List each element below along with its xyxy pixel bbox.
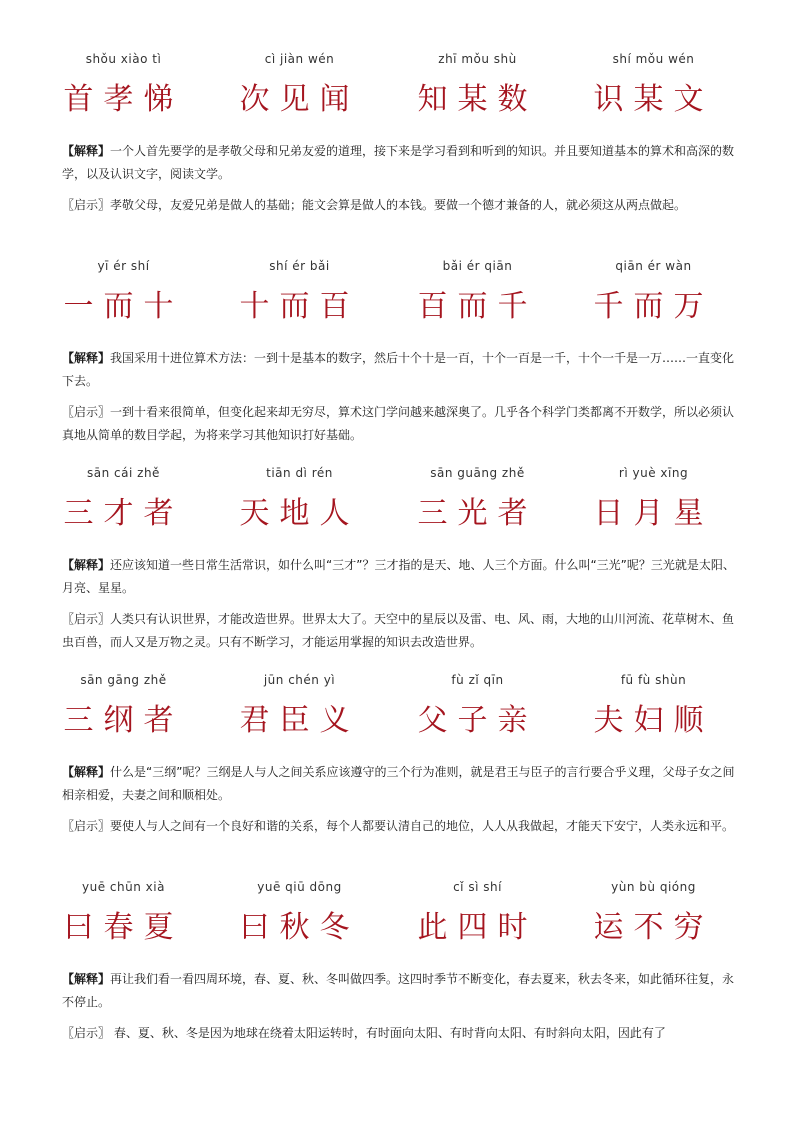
phrase-row bbox=[0, 259, 793, 359]
explanation-tag: 【解释】 bbox=[62, 558, 111, 572]
insight-text: 人类只有认识世界，才能改造世界。世界太大了。天空中的星辰以及雷、电、风、雨，大地的山川河流、花草树木、鱼虫百兽，而人又是万物之灵。只有不断学习，才能运用掌握的知识去改造世界。 bbox=[62, 612, 735, 649]
pinyin: shí ér bǎi bbox=[269, 259, 330, 273]
pinyin: yùn bù qióng bbox=[611, 880, 696, 894]
explanation-tag: 【解释】 bbox=[62, 972, 111, 986]
pinyin: shǒu xiào tì bbox=[85, 52, 162, 66]
hanzi: 次见闻 bbox=[239, 82, 360, 117]
explanation-tag: 【解释】 bbox=[62, 765, 111, 779]
explanation bbox=[62, 140, 742, 186]
pinyin: yuē chūn xià bbox=[82, 880, 165, 894]
pinyin: yī ér shí bbox=[97, 259, 150, 273]
pinyin: sān gāng zhě bbox=[80, 673, 167, 687]
explanation-text: 我国采用十进位算术方法：一到十是基本的数字，然后十个十是一百，十个一百是一千，十个一千是一万……一直变化下去。 bbox=[62, 351, 735, 388]
explanation-text: 还应该知道一些日常生活常识，如什么叫“三才”？三才指的是天、地、人三个方面。什么叫“三光”呢？三光就是太阳、月亮、星星。 bbox=[62, 558, 735, 595]
hanzi: 千而万 bbox=[593, 289, 714, 324]
hanzi: 父子亲 bbox=[417, 703, 538, 738]
pinyin: qiān ér wàn bbox=[615, 259, 692, 273]
hanzi: 此四时 bbox=[417, 910, 538, 945]
insight bbox=[62, 401, 742, 447]
pinyin: rì yuè xīng bbox=[618, 466, 689, 480]
hanzi: 三纲者 bbox=[63, 703, 184, 738]
verse-section bbox=[0, 259, 793, 442]
phrase-row bbox=[0, 52, 793, 152]
verse-section bbox=[0, 880, 793, 1040]
insight-text: 春、夏、秋、冬是因为地球在绕着太阳运转时，有时面向太阳、有时背向太阳、有时斜向太阳，因此有了 bbox=[110, 1026, 666, 1040]
pinyin: zhī mǒu shù bbox=[438, 52, 517, 66]
hanzi: 一而十 bbox=[63, 289, 184, 324]
explanation-tag: 【解释】 bbox=[62, 144, 111, 158]
hanzi: 首孝悌 bbox=[63, 82, 184, 117]
verse-section bbox=[0, 52, 793, 212]
hanzi: 日月星 bbox=[593, 496, 714, 531]
hanzi: 曰春夏 bbox=[63, 910, 184, 945]
insight-tag: 〖启示〗 bbox=[62, 1026, 111, 1040]
explanation-text: 再让我们看一看四周环境，春、夏、秋、冬叫做四季。这四时季节不断变化，春去夏来，秋去冬来，如此循环往复，永不停止。 bbox=[62, 972, 735, 1009]
pinyin: fù zǐ qīn bbox=[451, 673, 504, 687]
verse-section bbox=[0, 673, 793, 833]
insight-text: 一到十看来很简单，但变化起来却无穷尽，算术这门学问越来越深奥了。几乎各个科学门类都离不开数学，所以必须认真地从简单的数目学起，为将来学习其他知识打好基础。 bbox=[62, 405, 735, 442]
insight bbox=[62, 1022, 742, 1045]
insight-tag: 〖启示〗 bbox=[62, 405, 111, 419]
explanation bbox=[62, 968, 742, 1014]
phrase-row bbox=[0, 466, 793, 566]
insight-tag: 〖启示〗 bbox=[62, 198, 111, 212]
insight bbox=[62, 194, 742, 217]
insight-text: 孝敬父母，友爱兄弟是做人的基础；能文会算是做人的本钱。要做一个德才兼备的人，就必须这从两点做起。 bbox=[110, 198, 687, 212]
pinyin: shí mǒu wén bbox=[612, 52, 695, 66]
hanzi: 夫妇顺 bbox=[593, 703, 714, 738]
insight-tag: 〖启示〗 bbox=[62, 819, 111, 833]
insight-text: 要使人与人之间有一个良好和谐的关系，每个人都要认清自己的地位，人人从我做起，才能天下安宁，人类永远和平。 bbox=[110, 819, 735, 833]
hanzi: 运不穷 bbox=[593, 910, 714, 945]
explanation bbox=[62, 761, 742, 807]
hanzi: 识某文 bbox=[593, 82, 714, 117]
phrase-row bbox=[0, 673, 793, 773]
hanzi: 君臣义 bbox=[239, 703, 360, 738]
pinyin: sān guāng zhě bbox=[430, 466, 525, 480]
explanation-text: 一个人首先要学的是孝敬父母和兄弟友爱的道理，接下来是学习看到和听到的知识。并且要知道基本的算术和高深的数学，以及认识文字，阅读文学。 bbox=[62, 144, 735, 181]
explanation-text: 什么是“三纲”呢？三纲是人与人之间关系应该遵守的三个行为准则，就是君王与臣子的言行要合乎义理，父母子女之间相亲相爱，夫妻之间和顺相处。 bbox=[62, 765, 735, 802]
pinyin: fū fù shùn bbox=[620, 673, 687, 687]
pinyin: cì jiàn wén bbox=[264, 52, 335, 66]
insight-tag: 〖启示〗 bbox=[62, 612, 111, 626]
pinyin: jūn chén yì bbox=[263, 673, 336, 687]
hanzi: 三才者 bbox=[63, 496, 184, 531]
verse-section bbox=[0, 466, 793, 649]
hanzi: 十而百 bbox=[239, 289, 360, 324]
pinyin: bǎi ér qiān bbox=[442, 259, 513, 273]
explanation-tag: 【解释】 bbox=[62, 351, 111, 365]
hanzi: 天地人 bbox=[239, 496, 360, 531]
insight bbox=[62, 815, 742, 838]
hanzi: 三光者 bbox=[417, 496, 538, 531]
hanzi: 百而千 bbox=[417, 289, 538, 324]
explanation bbox=[62, 554, 742, 600]
hanzi: 曰秋冬 bbox=[239, 910, 360, 945]
pinyin: sān cái zhě bbox=[87, 466, 160, 480]
phrase-row bbox=[0, 880, 793, 980]
insight bbox=[62, 608, 742, 654]
hanzi: 知某数 bbox=[417, 82, 538, 117]
explanation bbox=[62, 347, 742, 393]
pinyin: cǐ sì shí bbox=[453, 880, 502, 894]
pinyin: yuē qiū dōng bbox=[257, 880, 342, 894]
pinyin: tiān dì rén bbox=[266, 466, 333, 480]
